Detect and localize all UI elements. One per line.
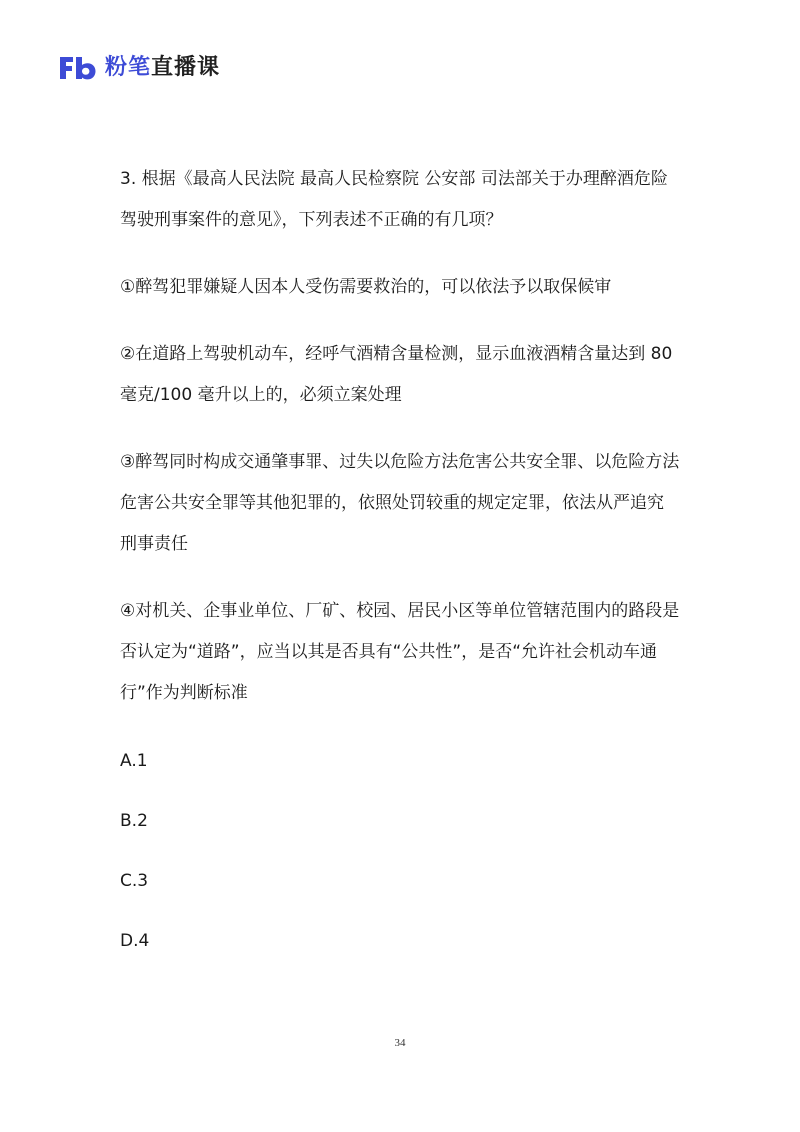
header-logo: [57, 52, 220, 84]
fenbi-logo-icon: [57, 53, 97, 83]
option-b: B.2: [120, 811, 148, 831]
logo-text: [105, 52, 220, 84]
logo-brand: 粉笔: [105, 55, 152, 80]
question-stem: 3. 根据《最高人民法院 最高人民检察院 公安部 司法部关于办理醉酒危险驾驶刑事案件的意见》，下列表述不正确的有几项？: [120, 169, 668, 230]
option-d: D.4: [120, 931, 150, 951]
option-a: A.1: [120, 751, 148, 771]
option-c: C.3: [120, 871, 149, 891]
page-number: 34: [394, 1037, 406, 1049]
statement-4: ④对机关、企事业单位、厂矿、校园、居民小区等单位管辖范围内的路段是否认定为“道路”，应当以其是否具有“公共性”，是否“允许社会机动车通行”作为判断标准: [120, 601, 680, 703]
logo-suffix: 直播课: [151, 55, 221, 80]
question-block: [120, 164, 680, 985]
statement-1: ①醉驾犯罪嫌疑人因本人受伤需要救治的，可以依法予以取保候审: [120, 277, 612, 297]
statement-2: ②在道路上驾驶机动车，经呼气酒精含量检测，显示血液酒精含量达到 80 毫克/100 毫升以上的，必须立案处理: [120, 344, 673, 405]
statement-3: ③醉驾同时构成交通肇事罪、过失以危险方法危害公共安全罪、以危险方法危害公共安全罪等其他犯罪的，依照处罚较重的规定定罪，依法从严追究刑事责任: [120, 452, 680, 554]
